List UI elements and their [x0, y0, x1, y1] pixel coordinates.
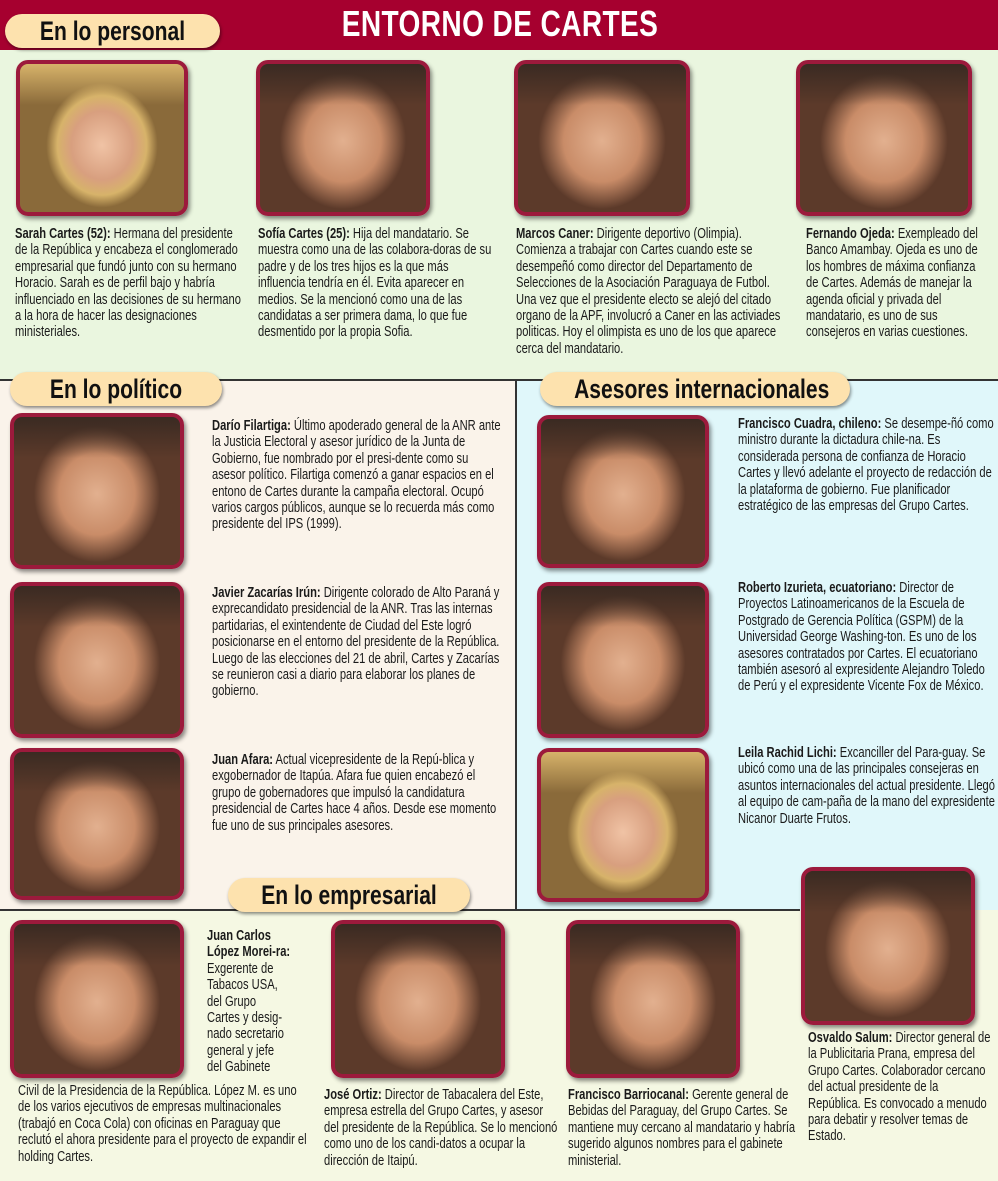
photo-juan-afara [10, 748, 184, 900]
photo-sarah-cartes [16, 60, 188, 216]
photo-francisco-cuadra [537, 415, 709, 568]
photo-osvaldo-salum [801, 867, 975, 1025]
section-label-politico: En lo político [10, 372, 222, 406]
bio-roberto-izurieta: Roberto Izurieta, ecuatoriano: Director de Proyectos Latinoamericanos de la Escuela de Postgrado de Gerencia Política (GSPM) de la Universidad George Washing-ton. Es uno de los asesores contratados por Cartes. El ecuatoriano también asesoró al expresidente Alejandro Toledo de Perú y el expresidente Vicente Fox de México. [738, 580, 985, 695]
section-label-asesores: Asesores internacionales [540, 372, 850, 406]
divider [515, 380, 517, 910]
bio-leila-rachid: Leila Rachid Lichi: Excanciller del Para-guay. Se ubicó como una de las principales consejeras en asuntos internacionales del actual presidente. Llegó al equipo de cam-paña de la mano del expresidente Nicanor Duarte Frutos. [738, 745, 995, 827]
bio-marcos-caner: Marcos Caner: Dirigente deportivo (Olimpia). Comienza a trabajar con Cartes cuando este se desempeñó como director del Departamento de Selecciones de la Asociación Paraguaya de Futbol. Una vez que el presidente electo se alejó del citado organo de la APF, involucró a Caner en las activiades politicas. Hoy el olimpista es uno de los que aparece cerca del mandatario. [516, 226, 781, 357]
bio-osvaldo-salum: Osvaldo Salum: Director general de la Publicitaria Prana, empresa del Grupo Cartes. Colaborador cercano del actual presidente de la República. Es convocado a menudo para debatir y resolver temas de Estado. [808, 1030, 991, 1145]
photo-jose-ortiz [331, 920, 505, 1078]
bio-francisco-barriocanal: Francisco Barriocanal: Gerente general de Bebidas del Paraguay, del Grupo Cartes. Se mantiene muy cercano al mandatario y habría sugerido algunos nombres para el gabinete ministerial. [568, 1087, 796, 1169]
bio-fernando-ojeda: Fernando Ojeda: Exempleado del Banco Amambay. Ojeda es uno de los hombres de máxima confianza de Cartes. Además de manejar la agenda oficial y privada del mandatario, es uno de sus consejeros en varias cuestiones. [806, 226, 978, 341]
photo-leila-rachid [537, 748, 709, 902]
photo-fernando-ojeda [796, 60, 972, 216]
photo-juan-carlos-lopez [10, 920, 184, 1078]
bio-sarah-cartes: Sarah Cartes (52): Hermana del presidente de la República y encabeza el conglomerado empresarial que fundó junto con su hermano Horacio. Sarah es de perfil bajo y habría influenciado en las decisiones de su hermano a la hora de hacer las designaciones ministeriales. [15, 226, 241, 341]
bio-juan-afara: Juan Afara: Actual vicepresidente de la Repú-blica y exgobernador de Itapúa. Afara fue quien encabezó el grupo de gobernadores que impulsó la candidatura presidencial de Cartes hace 4 años. Desde ese momento fue uno de sus principales asesores. [212, 752, 497, 834]
section-label-empresarial: En lo empresarial [228, 878, 470, 912]
photo-francisco-barriocanal [566, 920, 740, 1078]
bio-juan-carlos-lopez-continued: Civil de la Presidencia de la República. López M. es uno de los varios ejecutivos de empresas multinacionales (trabajó en Coca Cola) con oficinas en Paraguay que reclutó el ahora presidente para el proyecto de expandir el holding Cartes. [18, 1083, 307, 1165]
bio-javier-zacarias: Javier Zacarías Irún: Dirigente colorado de Alto Paraná y exprecandidato presidencial de la ANR. Tras las internas partidarias, el exintendente de Ciudad del Este logró posicionarse en el entorno del presidente de la República. Luego de las elecciones del 21 de abril, Cartes y Zacarías se reunieron casi a diario para elaborar los planes de gobierno. [212, 585, 500, 700]
bio-francisco-cuadra: Francisco Cuadra, chileno: Se desempe-ñó como ministro durante la dictadura chile-na. Es considerada persona de confianza de Horacio Cartes y llevó adelante el proyecto de redacción de la plataforma de gobierno. Fue planificador estratégico de las empresas del Grupo Cartes. [738, 416, 994, 515]
bio-jose-ortiz: José Ortiz: Director de Tabacalera del Este, empresa estrella del Grupo Cartes, y asesor del presidente de la República. Se lo mencionó como uno de los candi-datos a ocupar la dirección de Itaipú. [324, 1087, 558, 1169]
photo-roberto-izurieta [537, 582, 709, 738]
bio-juan-carlos-lopez: Juan Carlos López Morei-ra: Exgerente de Tabacos USA, del Grupo Cartes y desig-nado secretario general y jefe del Gabinete [207, 928, 291, 1076]
bio-dario-filartiga: Darío Filartiga: Último apoderado general de la ANR ante la Justicia Electoral y asesor jurídico de la Junta de Gobierno, fue nombrado por el presi-dente como su asesor político. Filartiga comenzó a ganar espacios en el entono de Cartes durante la campaña electoral. Ocupó varios cargos públicos, aunque se lo recuerda más como presidente del IPS (1999). [212, 418, 501, 533]
photo-javier-zacarias [10, 582, 184, 738]
photo-marcos-caner [514, 60, 690, 216]
bio-sofia-cartes: Sofía Cartes (25): Hija del mandatario. Se muestra como una de las colabora-doras de su padre y de los tres hijos es la que más influencia tendría en él. Evita aparecer en medios. Se la mencionó como una de las candidatas a ser primera dama, lo que fue desmentido por la propia Sofia. [258, 226, 492, 341]
section-label-personal: En lo personal [5, 14, 220, 48]
page-title: ENTORNO DE CARTES [341, 3, 659, 44]
photo-dario-filartiga [10, 413, 184, 569]
photo-sofia-cartes [256, 60, 430, 216]
